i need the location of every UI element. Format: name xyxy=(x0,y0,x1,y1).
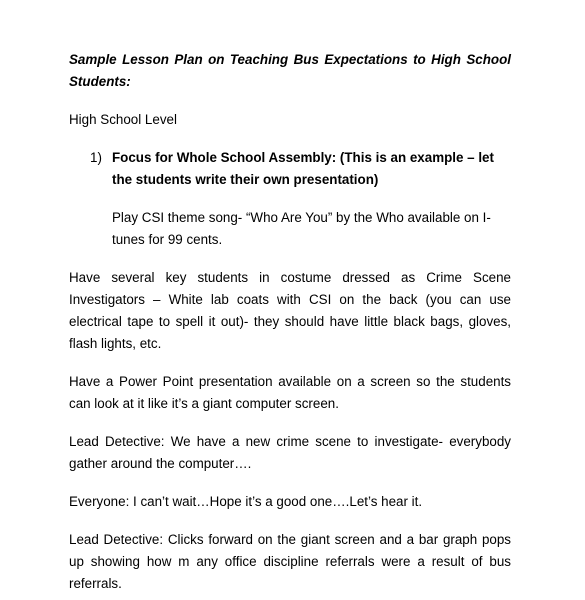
document-title: Sample Lesson Plan on Teaching Bus Expectations to High School Students: xyxy=(69,52,511,89)
numbered-list xyxy=(69,147,511,251)
paragraph-lead-detective-intro: Lead Detective: We have a new crime scene to investigate- everybody gather around the computer…. xyxy=(69,434,511,471)
document-page xyxy=(69,49,511,595)
list-item-number: 1) xyxy=(90,150,102,165)
list-item-heading: Focus for Whole School Assembly: (This is an example – let the students write their own presentation) xyxy=(112,150,494,187)
paragraph-lead-detective-graph: Lead Detective: Clicks forward on the giant screen and a bar graph pops up showing how m any office discipline referrals were a result of bus referrals. xyxy=(69,532,511,591)
list-item-body: Play CSI theme song- “Who Are You” by the Who available on I-tunes for 99 cents. xyxy=(112,210,491,247)
grade-level-text: High School Level xyxy=(69,112,177,127)
paragraph-costumes: Have several key students in costume dressed as Crime Scene Investigators – White lab coats with CSI on the back (you can use electrical tape to spell it out)- they should have little black bags, gloves, flash lights, etc. xyxy=(69,270,511,351)
paragraph-everyone-response: Everyone: I can’t wait…Hope it’s a good one….Let’s hear it. xyxy=(69,494,423,509)
list-item xyxy=(69,147,511,251)
paragraph-powerpoint: Have a Power Point presentation available on a screen so the students can look at it like it’s a giant computer screen. xyxy=(69,374,511,411)
